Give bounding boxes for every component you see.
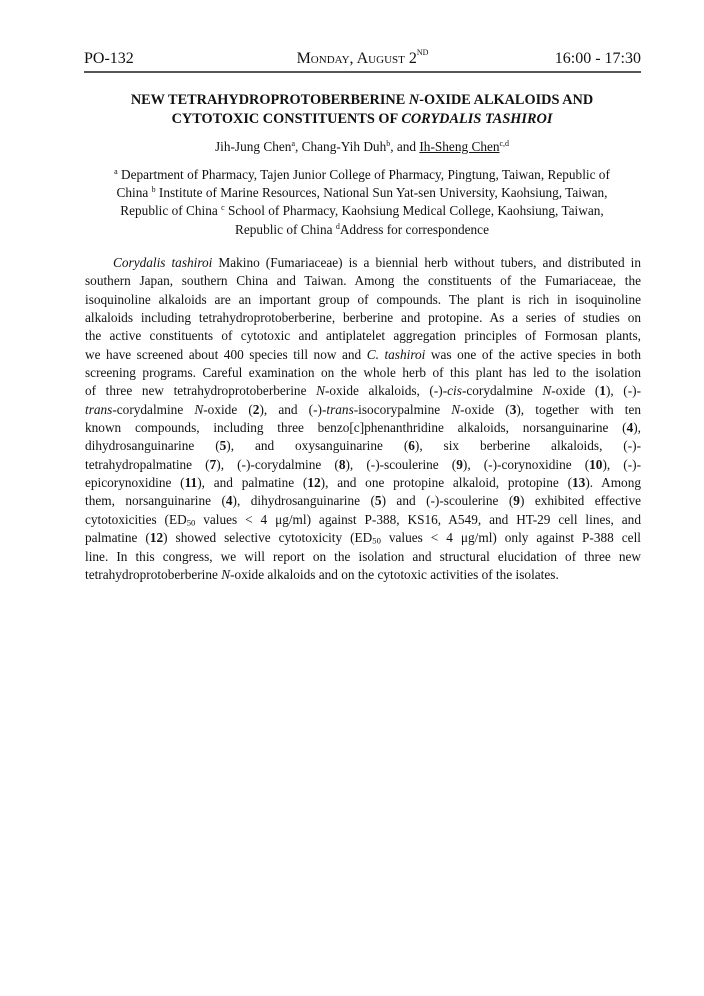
- abstract-line: epicorynoxidine (11), and palmatine (12), and one protopine alkaloid, protopine (13). Among: [85, 475, 642, 491]
- abstract-line: known compounds, including three benzo[c]phenanthridine alkaloids, norsanguinarine (4),: [85, 420, 641, 436]
- abstract-line: of three new tetrahydroprotoberberine N-oxide alkaloids, (-)-cis-corydalmine N-oxide (1), (-)-: [85, 383, 642, 399]
- page-header: [84, 49, 641, 73]
- affiliation-line: Republic of China $^d$Address for correspondence: [235, 221, 489, 237]
- affiliations: [60, 166, 664, 239]
- affiliation-line: Republic of China $^c$ School of Pharmacy, Kaohsiung Medical College, Kaohsiung, Taiwan,: [120, 203, 604, 219]
- paper-title: [60, 91, 664, 129]
- abstract-line: we have screened about 400 species till now and C. tashiroi was one of the active species in both: [85, 346, 641, 362]
- affiliation-line: China $^b$ Institute of Marine Resources, National Sun Yat-sen University, Kaohsiung, Taiwan,: [116, 185, 608, 201]
- abstract-line: screening programs. Careful examination on the whole herb of this plant has led to the isolation: [85, 365, 641, 381]
- abstract-line: alkaloids including tetrahydroprotoberberine, berberine and protopine. As a series of studies on: [85, 310, 641, 326]
- abstract-line: southern Japan, southern China and Taiwan. Among the constituents of the Fumariaceae, the: [85, 273, 641, 289]
- abstract-line: tetrahydropalmatine (7), (-)-corydalmine (8), (-)-scoulerine (9), (-)-corynoxidine (10), (-)-: [85, 456, 642, 472]
- abstract-line: trans-corydalmine N-oxide (2), and (-)-trans-isocorypalmine N-oxide (3), together with ten: [85, 401, 641, 417]
- title-line: NEW TETRAHYDROPROTOBERBERINE N-OXIDE ALKALOIDS AND: [130, 92, 594, 108]
- abstract-line: dihydrosanguinarine (5), and oxysanguinarine (6), six berberine alkaloids, (-)-: [85, 438, 641, 454]
- title-line: CYTOTOXIC CONSTITUENTS OF CORYDALIS TASHIROI: [171, 111, 553, 127]
- abstract-line: isoquinoline alkaloids are an important group of compounds. The plant is rich in isoquinoline: [85, 291, 641, 307]
- abstract-line: palmatine (12) showed selective cytotoxicity ($ED_{50}$ values < 4 μg/ml) only against P-388 cell: [85, 530, 641, 546]
- poster-id: PO-132: [84, 50, 134, 67]
- abstract-line: tetrahydroprotoberberine N-oxide alkaloids and on the cytotoxic activities of the isolates.: [85, 566, 559, 582]
- abstract-line: cytotoxicities ($ED_{50}$ values < 4 μg/ml) against P-388, KS16, A549, and HT-29 cell lines, and: [85, 511, 641, 528]
- author-list: Jih-Jung Chen$^a$, Chang-Yih Duh$^b$, and Ih-Sheng Chen$^{c,d}$: [214, 139, 510, 154]
- abstract-body: [85, 254, 641, 584]
- abstract-line: Corydalis tashiroi Makino (Fumariaceae) is a biennial herb without tubers, and distributed in: [113, 255, 641, 270]
- abstract-line: line. In this congress, we will report on the isolation and structural elucidation of three new: [85, 548, 641, 564]
- session-day-suffix: ND: [416, 48, 429, 57]
- session-day: Monday, August 2: [296, 50, 417, 67]
- abstract-line: them, norsanguinarine (4), dihydrosanguinarine (5) and (-)-scoulerine (9) exhibited effective: [85, 493, 641, 509]
- abstract-line: the active constituents of cytotoxic and antiplatelet aggregation principles of Formosan plants,: [85, 328, 641, 344]
- affiliation-line: $^a$ Department of Pharmacy, Tajen Junior College of Pharmacy, Pingtung, Taiwan, Republic of: [114, 167, 610, 182]
- session-time: 16:00 - 17:30: [554, 50, 641, 67]
